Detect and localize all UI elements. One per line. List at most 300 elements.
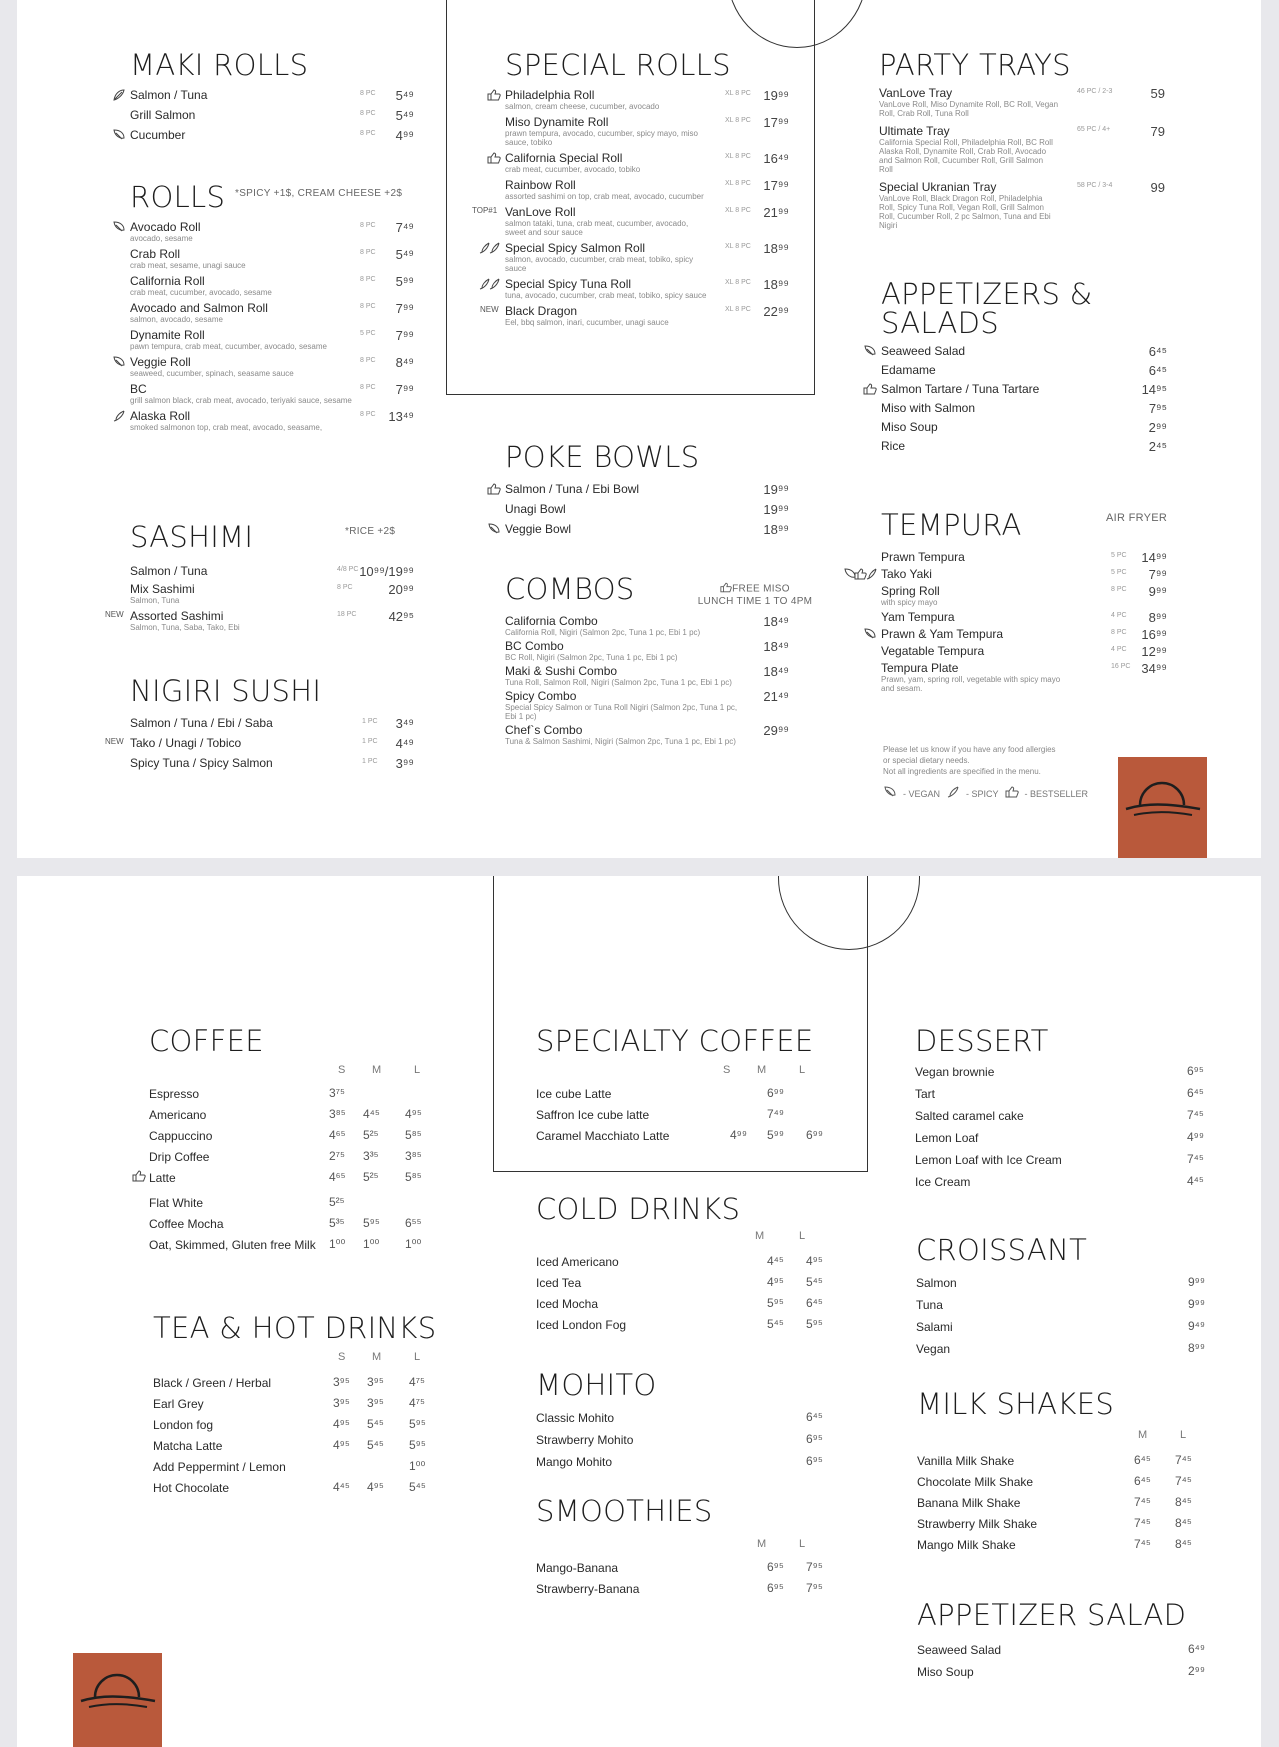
menu-item [917,1662,1217,1684]
item-price: 20⁹⁹ [388,582,414,597]
item-price: 8⁹⁹ [1188,1341,1205,1355]
item-pieces: 8 PC [360,303,376,310]
item-name: Edamame [881,363,936,377]
price-m: 6⁹⁹ [767,1086,784,1100]
col-m: M [372,1351,382,1363]
item-name: Tempura Plate [881,661,959,675]
bestseller-icon [487,483,501,495]
item-price: 9⁴⁹ [1188,1319,1205,1333]
item-name: Caramel Macchiato Latte [536,1129,670,1143]
item-price: 7⁴⁹ [395,220,414,235]
section-title: PARTY TRAYS [879,48,1071,82]
section-title: TEMPURA [881,508,1022,542]
item-price: 19⁹⁹ [763,482,789,497]
item-price: 7⁹⁹ [395,301,414,316]
price-m: 5⁴⁵ [767,1317,784,1331]
menu-item [505,522,795,536]
price-m: 4⁴⁵ [363,1107,380,1121]
menu-item [536,1579,836,1600]
item-description: Tuna Roll, Salmon Roll, Nigiri (Salmon 2pc, Tuna 1 pc, Ebi 1 pc) [505,678,732,687]
price-s: 4⁶⁵ [329,1170,346,1184]
item-name: Salted caramel cake [915,1109,1024,1123]
price-m: 1⁰⁰ [363,1237,380,1251]
item-pieces: 65 PC / 4+ [1077,126,1111,133]
item-name: Tako Yaki [881,567,932,581]
combos-note [685,582,825,607]
menu-item [915,1128,1215,1150]
item-description: tuna, avocado, cucumber, crab meat, tobiko, spicy sauce [505,291,707,300]
menu-item [881,344,1201,358]
item-price: 6⁴⁵ [1148,344,1167,359]
menu-item [536,1252,836,1273]
item-price: 9⁹⁹ [1188,1275,1205,1289]
item-name: Veggie Roll [130,355,191,369]
price-m: 7⁴⁹ [767,1107,784,1121]
item-name: Spicy Combo [505,689,577,703]
item-name: Americano [149,1108,207,1122]
item-name: Vanilla Milk Shake [917,1454,1015,1468]
price-l: 8⁴⁵ [1175,1516,1192,1530]
col-s: S [338,1351,346,1363]
item-pieces: 5 PC [1111,552,1127,559]
price-s: 3⁷⁵ [329,1086,345,1100]
item-price: 4⁴⁹ [395,736,414,751]
item-price: 14⁹⁹ [1141,550,1167,565]
item-name: Miso Soup [917,1665,974,1679]
menu-item [915,1172,1215,1194]
item-name: Miso Dynamite Roll [505,115,609,129]
lunch-time-note: LUNCH TIME 1 TO 4PM [697,596,813,607]
menu-item [536,1558,836,1579]
section-title: CROISSANT [916,1233,1088,1267]
menu-item [536,1408,836,1430]
specialty-coffee-section [536,1024,836,1147]
section-title: MILK SHAKES [917,1387,1115,1421]
size-header [917,1421,1217,1445]
item-pieces: 8 PC [1111,629,1127,636]
item-name: Grill Salmon [130,108,196,122]
price-s: 5³⁵ [329,1216,345,1230]
item-name: Miso Soup [881,420,938,434]
item-price: 6⁹⁵ [1187,1064,1204,1078]
item-name: Vegan brownie [915,1065,995,1079]
menu-item [130,582,420,605]
item-price: 18⁴⁹ [763,639,789,654]
item-price: 7⁹⁹ [1148,567,1167,582]
spicy-legend: - SPICY [966,789,999,799]
menu-item [915,1106,1215,1128]
price-l: 7⁹⁵ [806,1581,823,1595]
item-price: 7⁹⁵ [1148,401,1167,416]
price-l: 6⁹⁹ [806,1128,823,1142]
col-l: L [1180,1429,1187,1441]
bestseller-icon [863,383,877,395]
menu-item [130,88,420,102]
menu-item [149,1235,449,1256]
item-name: VanLove Tray [879,86,953,100]
item-description: Tuna & Salmon Sashimi, Nigiri (Salmon 2pc, Tuna 1 pc, Ebi 1 pc) [505,737,736,746]
sunset-logo-icon [1118,757,1207,858]
price-s: 4⁹⁹ [730,1128,747,1142]
item-pieces: 5 PC [360,330,376,337]
menu-item [505,151,795,174]
item-price: 18⁹⁹ [763,277,789,292]
section-title-line2: SALADS [881,306,999,340]
menu-item [130,328,420,351]
price-l: 5⁸⁵ [405,1128,422,1142]
item-tag: NEW [105,610,124,619]
item-pieces: 8 PC [360,110,376,117]
item-name: Iced London Fog [536,1318,627,1332]
menu-item [130,274,420,297]
allergy-line: Not all ingredients are specified in the menu. [883,767,1041,776]
section-title: POKE BOWLS [505,440,700,474]
item-pieces: 46 PC / 2-3 [1077,88,1113,95]
item-name: Banana Milk Shake [917,1496,1021,1510]
item-name: Veggie Bowl [505,522,572,536]
price-l: 4⁹⁵ [806,1254,823,1268]
item-name: Avocado and Salmon Roll [130,301,268,315]
spicy-icon [112,410,126,422]
size-header [536,1528,836,1552]
item-name: Iced Americano [536,1255,619,1269]
price-m: 6⁴⁵ [1134,1453,1151,1467]
item-name: Cucumber [130,128,186,142]
item-price: 6⁹⁵ [806,1454,823,1468]
price-l: 1⁰⁰ [405,1237,422,1251]
menu-page-drinks [17,876,1261,1747]
menu-item [130,128,420,142]
item-description: avocado, sesame [130,234,193,243]
menu-item [536,1294,836,1315]
item-name: Vegatable Tempura [881,644,985,658]
item-description: salmon, cream cheese, cucumber, avocado [505,102,660,111]
price-m: 5⁹⁵ [767,1296,784,1310]
bestseller-legend: - BESTSELLER [1024,789,1089,799]
section-title: MAKI ROLLS [130,48,309,82]
price-l: 5⁹⁵ [409,1417,426,1431]
item-pieces: 18 PC [337,611,357,618]
price-m: 4⁴⁵ [767,1254,784,1268]
price-m: 5²⁵ [363,1170,379,1184]
item-pieces: 8 PC [337,584,353,591]
sashimi-note: *RICE +2$ [345,526,396,537]
menu-item [130,756,420,770]
price-m: 7⁴⁵ [1134,1516,1151,1530]
item-name: Strawberry Mohito [536,1433,634,1447]
item-pieces: XL 8 PC [725,306,751,313]
item-pieces: 8 PC [360,357,376,364]
item-price: 17⁹⁹ [763,115,789,130]
item-name: Black / Green / Herbal [153,1376,272,1390]
sashimi-section [105,520,420,636]
item-price: 59 [1150,86,1165,101]
price-m: 4⁹⁵ [767,1275,784,1289]
item-name: Lemon Loaf with Ice Cream [915,1153,1062,1167]
menu-item [917,1514,1217,1535]
section-title: SPECIAL ROLLS [505,48,731,82]
bestseller-icon [487,152,501,164]
double-spicy-icon [479,278,501,290]
item-name: Tuna [916,1298,943,1312]
item-price: 2⁴⁵ [1148,439,1167,454]
item-tag: NEW [105,737,124,746]
icon-legend [883,785,1123,803]
sunset-logo-icon [73,1653,162,1747]
menu-item [149,1193,449,1214]
item-name: Prawn & Yam Tempura [881,627,1004,641]
size-header [536,1226,836,1246]
menu-item [881,363,1201,377]
menu-item [505,664,815,687]
vegan-icon [112,129,126,141]
vegan-leaf-icon [112,89,126,101]
item-price: 16⁹⁹ [1141,627,1167,642]
item-price: 99 [1150,180,1165,195]
menu-item [153,1415,453,1436]
item-name: Matcha Latte [153,1439,223,1453]
price-m: 6⁴⁵ [1134,1474,1151,1488]
item-name: Tako / Unagi / Tobico [130,736,242,750]
item-description: pawn tempura, crab meat, cucumber, avocado, sesame [130,342,327,351]
double-spicy-icon [479,242,501,254]
restaurant-logo [73,1653,162,1747]
menu-item [149,1147,449,1168]
item-price: 6⁴⁵ [1187,1086,1204,1100]
menu-item [915,1062,1215,1084]
menu-item [153,1373,453,1394]
price-s: 4⁹⁵ [333,1438,350,1452]
price-m: 4⁹⁵ [367,1480,384,1494]
item-description: California Roll, Nigiri (Salmon 2pc, Tuna 1 pc, Ebi 1 pc) [505,628,701,637]
col-l: L [414,1351,421,1363]
item-description: Prawn, yam, spring roll, vegetable with spicy mayo and sesam. [881,675,1061,693]
item-price: 8⁴⁹ [395,355,414,370]
item-name: Espresso [149,1087,200,1101]
menu-item [879,180,1199,230]
menu-item [105,609,420,632]
croissant-section [916,1233,1216,1361]
menu-item [505,689,815,721]
menu-item [153,1457,453,1478]
item-price: 18⁴⁹ [763,614,789,629]
item-pieces: 1 PC [362,718,378,725]
item-price: 8⁹⁹ [1148,610,1167,625]
item-name: Iced Mocha [536,1297,599,1311]
menu-item [881,420,1201,434]
item-pieces: XL 8 PC [725,180,751,187]
item-name: London fog [153,1418,214,1432]
menu-item [536,1315,836,1336]
price-l: 4⁷⁵ [409,1375,425,1389]
item-name: Avocado Roll [130,220,201,234]
section-title: SASHIMI [130,520,254,554]
price-s: 3⁹⁵ [333,1396,350,1410]
item-price: 5⁴⁹ [395,88,414,103]
item-name: Latte [149,1171,176,1185]
menu-item [472,205,795,237]
menu-item [130,247,420,270]
price-m: 7⁴⁵ [1134,1495,1151,1509]
item-name: Miso with Salmon [881,401,976,415]
menu-item [881,627,1201,641]
price-l: 8⁴⁵ [1175,1537,1192,1551]
item-name: Chocolate Milk Shake [917,1475,1034,1489]
col-s: S [338,1064,346,1076]
item-pieces: 8 PC [360,249,376,256]
item-description: salmon, avocado, sesame [130,315,223,324]
item-pieces: 58 PC / 3-4 [1077,182,1113,189]
menu-item [916,1317,1216,1339]
menu-item [505,639,815,662]
item-tag: TOP#1 [472,206,498,215]
price-l: 5⁴⁵ [806,1275,823,1289]
price-m: 5⁴⁵ [367,1438,384,1452]
menu-item [153,1478,453,1499]
price-s: 3⁸⁵ [329,1107,346,1121]
menu-item [505,178,795,201]
item-description: crab meat, cucumber, avocado, tobiko [505,165,641,174]
item-description: crab meat, sesame, unagi sauce [130,261,246,270]
menu-item [149,1214,449,1235]
price-m: 5²⁵ [363,1128,379,1142]
menu-item [149,1084,449,1105]
item-description: prawn tempura, avocado, cucumber, spicy mayo, miso sauce, tobiko [505,129,698,147]
size-header [149,1058,449,1080]
item-name: Vegan [916,1342,951,1356]
item-name: Special Spicy Tuna Roll [505,277,632,291]
menu-item [130,564,420,578]
allergy-note [883,744,1123,803]
item-price: 22⁹⁹ [763,304,789,319]
item-price: 13⁴⁹ [388,409,414,424]
rolls-section [130,180,420,436]
menu-item [505,115,795,147]
item-name: Rice [881,439,906,453]
price-l: 7⁹⁵ [806,1560,823,1574]
menu-item [505,88,795,111]
item-description: California Special Roll, Philadelphia Roll, BC Roll Alaska Roll, Dynamite Roll, Crab Roll, Avocado and Salmon Roll, Cucumber Roll, Grill Salmon Roll [879,138,1053,174]
item-price: 79 [1150,124,1165,139]
item-price: 7⁹⁹ [395,382,414,397]
item-price: 21⁹⁹ [763,205,789,220]
price-m: 5⁹⁵ [363,1216,380,1230]
item-pieces: 8 PC [360,384,376,391]
item-name: Chef`s Combo [505,723,583,737]
appetizer-salad-section [917,1598,1217,1684]
menu-item [536,1273,836,1294]
menu-item [917,1535,1217,1556]
item-price: 5⁴⁹ [395,108,414,123]
price-l: 6⁴⁵ [806,1296,823,1310]
item-name: BC Combo [505,639,564,653]
item-pieces: 8 PC [360,130,376,137]
item-name: Coffee Mocha [149,1217,224,1231]
item-name: Strawberry Milk Shake [917,1517,1038,1531]
item-pieces: 1 PC [362,738,378,745]
item-pieces: XL 8 PC [725,153,751,160]
menu-item [130,220,420,243]
item-name: Mix Sashimi [130,582,195,596]
item-price: 19⁹⁹ [763,88,789,103]
item-name: Assorted Sashimi [130,609,224,623]
item-description: BC Roll, Nigiri (Salmon 2pc, Tuna 1 pc, Ebi 1 pc) [505,653,678,662]
item-pieces: XL 8 PC [725,243,751,250]
item-price: 7⁹⁹ [395,328,414,343]
price-l: 5⁹⁵ [806,1317,823,1331]
menu-item [536,1105,836,1126]
item-name: Lemon Loaf [915,1131,979,1145]
free-miso-label: FREE MISO [732,583,790,595]
section-title: COFFEE [149,1024,264,1058]
menu-item [130,301,420,324]
item-price: 4⁹⁹ [1187,1130,1204,1144]
allergy-line: Please let us know if you have any food allergies [883,745,1056,754]
item-name: Hot Chocolate [153,1481,230,1495]
section-title: DESSERT [915,1024,1049,1058]
item-name: Tart [915,1087,936,1101]
size-header [536,1058,836,1080]
dessert-section [915,1024,1215,1194]
menu-item [917,1640,1217,1662]
item-price: 6⁴⁵ [806,1410,823,1424]
menu-item [149,1168,449,1189]
menu-item [130,716,420,730]
item-pieces: 8 PC [1111,586,1127,593]
col-l: L [799,1538,806,1550]
menu-item [879,124,1199,174]
vegan-legend: - VEGAN [903,789,941,799]
item-description: Salmon, Tuna, Saba, Tako, Ebi [130,623,240,632]
vegan-icon [112,356,126,368]
item-price: 6⁹⁵ [806,1432,823,1446]
item-pieces: 1 PC [362,758,378,765]
section-title: COMBOS [505,572,635,606]
col-m: M [757,1064,767,1076]
menu-item [536,1452,836,1474]
menu-item [879,86,1199,118]
item-name: Dynamite Roll [130,328,205,342]
price-l: 3⁸⁵ [405,1149,422,1163]
item-name: Earl Grey [153,1397,204,1411]
menu-item [917,1493,1217,1514]
price-l: 4⁷⁵ [409,1396,425,1410]
item-price: 29⁹⁹ [763,723,789,738]
item-name: Crab Roll [130,247,181,261]
price-l: 7⁴⁵ [1175,1474,1192,1488]
item-price: 18⁴⁹ [763,664,789,679]
item-pieces: 8 PC [360,90,376,97]
price-s: 1⁰⁰ [329,1237,346,1251]
price-s: 4⁶⁵ [329,1128,346,1142]
item-name: Drip Coffee [149,1150,210,1164]
menu-item [505,277,795,300]
menu-item [881,550,1201,564]
price-m: 3⁹⁵ [367,1375,384,1389]
menu-item [505,614,815,637]
menu-item [149,1105,449,1126]
price-s: 5²⁵ [329,1195,345,1209]
item-price: 3⁹⁹ [395,756,414,771]
item-pieces: XL 8 PC [725,279,751,286]
coffee-section [149,1024,449,1256]
item-name: Salmon [916,1276,957,1290]
item-name: Ice Cream [915,1175,971,1189]
nigiri-section [105,674,420,776]
vegan-icon [863,628,877,640]
item-description: VanLove Roll, Black Dragon Roll, Philadelphia Roll, Spicy Tuna Roll, Vegan Roll, Grill Salmon Roll, Cucumber Roll, 2 pc Salmon, Tuna and Ebi Nigiri [879,194,1051,230]
item-price: 7⁴⁵ [1187,1108,1204,1122]
